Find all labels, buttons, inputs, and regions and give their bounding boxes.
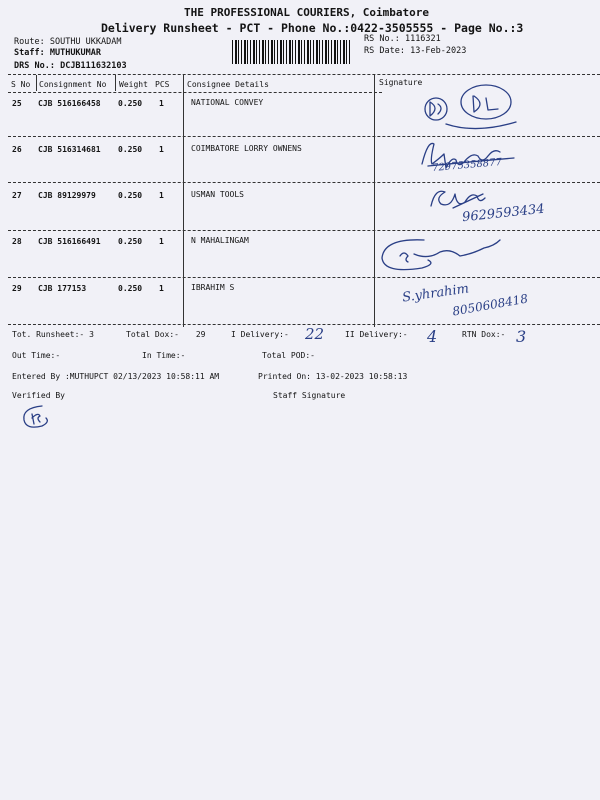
row-pcs: 1 bbox=[159, 237, 164, 246]
row-consignment: CJB 516314681 bbox=[38, 145, 101, 154]
row-sno: 28 bbox=[12, 237, 22, 246]
col-divider bbox=[183, 75, 184, 327]
staff-line bbox=[14, 48, 101, 58]
row-consignee: IBRAHIM S bbox=[191, 283, 235, 292]
i-delivery-value: 22 bbox=[305, 325, 325, 343]
row-sno: 27 bbox=[12, 191, 22, 200]
rtn-dox-value: 3 bbox=[516, 327, 527, 346]
row-27-phone: 9629593434 bbox=[461, 201, 546, 226]
row-29-signature-name: S.yhrahim bbox=[401, 281, 470, 306]
row-consignee: NATIONAL CONVEY bbox=[191, 98, 264, 107]
barcode bbox=[232, 40, 352, 64]
staff-label: Staff: bbox=[14, 48, 45, 58]
staff-value: MUTHUKUMAR bbox=[49, 48, 102, 58]
rs-no-line bbox=[364, 34, 441, 44]
ii-delivery bbox=[345, 330, 408, 339]
row-sno: 25 bbox=[12, 99, 22, 108]
col-header-signature: Signature bbox=[379, 78, 423, 87]
total-dox-label: Total Dox:- bbox=[126, 330, 179, 339]
row-consignment: CJB 177153 bbox=[38, 284, 87, 293]
row-consignment: CJB 516166458 bbox=[38, 99, 101, 108]
row-consignee: COIMBATORE LORRY OWNENS bbox=[191, 144, 302, 153]
row-sno: 29 bbox=[12, 284, 22, 293]
col-header-sno: S No bbox=[11, 80, 31, 89]
printed-on: Printed On: 13-02-2023 10:58:13 bbox=[258, 372, 408, 381]
header-bottom-rule bbox=[8, 92, 382, 93]
tot-runsheet bbox=[12, 330, 94, 339]
col-header-pcs: PCS bbox=[155, 80, 170, 89]
rs-date-value: 13-Feb-2023 bbox=[410, 46, 467, 56]
rs-no-label: RS No.: bbox=[364, 34, 400, 44]
rtn-dox-label: RTN Dox:- bbox=[462, 330, 506, 339]
row-weight: 0.250 bbox=[118, 284, 143, 293]
col-divider bbox=[115, 75, 116, 91]
row-weight: 0.250 bbox=[118, 191, 143, 200]
row-29-phone: 8050608418 bbox=[451, 291, 529, 319]
total-pod-label: Total POD:- bbox=[262, 351, 315, 360]
company-title: THE PROFESSIONAL COURIERS, Coimbatore bbox=[184, 6, 430, 19]
rs-no-value: 1116321 bbox=[404, 34, 441, 44]
signature-row-28 bbox=[380, 232, 520, 274]
col-divider bbox=[374, 75, 375, 327]
col-divider bbox=[36, 75, 37, 91]
row-sno: 26 bbox=[12, 145, 22, 154]
row-divider bbox=[8, 230, 600, 231]
row-weight: 0.250 bbox=[118, 99, 143, 108]
col-header-consignment: Consignment No bbox=[39, 80, 107, 89]
total-dox-value: 29 bbox=[195, 330, 206, 339]
out-time-label: Out Time:- bbox=[12, 351, 61, 360]
row-pcs: 1 bbox=[159, 145, 164, 154]
row-weight: 0.250 bbox=[118, 145, 143, 154]
route-label: Route: bbox=[14, 37, 45, 47]
row-divider bbox=[8, 277, 600, 278]
row-consignment: CJB 516166491 bbox=[38, 237, 101, 246]
col-header-consignee: Consignee Details bbox=[187, 80, 269, 89]
row-consignment: CJB 89129979 bbox=[38, 191, 96, 200]
col-header-weight: Weight bbox=[119, 80, 148, 89]
rtn-dox bbox=[462, 330, 505, 339]
in-time-label: In Time:- bbox=[142, 351, 186, 360]
tot-runsheet-label: Tot. Runsheet:- bbox=[12, 330, 85, 339]
table-bottom-rule bbox=[8, 324, 600, 325]
tot-runsheet-value: 3 bbox=[89, 330, 94, 339]
ii-delivery-value: 4 bbox=[427, 327, 438, 346]
signature-row-25 bbox=[418, 76, 538, 136]
row-pcs: 1 bbox=[159, 284, 164, 293]
verifier-initials bbox=[20, 402, 60, 432]
ii-delivery-label: II Delivery:- bbox=[345, 330, 408, 339]
row-divider bbox=[8, 182, 600, 183]
drs-label: DRS No.: bbox=[14, 61, 55, 71]
entered-by: Entered By :MUTHUPCT 02/13/2023 10:58:11 AM bbox=[12, 372, 220, 381]
row-pcs: 1 bbox=[159, 191, 164, 200]
i-delivery bbox=[231, 330, 289, 339]
i-delivery-label: I Delivery:- bbox=[231, 330, 289, 339]
staff-signature-label: Staff Signature bbox=[273, 391, 346, 400]
verified-by: Verified By bbox=[12, 391, 65, 400]
row-26-phone: 72975358877 bbox=[431, 156, 503, 175]
row-consignee: USMAN TOOLS bbox=[191, 190, 244, 199]
route-value: SOUTHU UKKADAM bbox=[49, 37, 122, 47]
drs-value: DCJB111632103 bbox=[60, 61, 127, 71]
row-pcs: 1 bbox=[159, 99, 164, 108]
row-consignee: N MAHALINGAM bbox=[191, 236, 249, 245]
drs-line bbox=[14, 61, 127, 71]
table-top-rule bbox=[8, 74, 600, 75]
total-dox bbox=[126, 330, 205, 339]
rs-date-label: RS Date: bbox=[364, 46, 405, 56]
route-line bbox=[14, 37, 122, 47]
row-weight: 0.250 bbox=[118, 237, 143, 246]
rs-date-line bbox=[364, 46, 466, 56]
runsheet-subtitle: Delivery Runsheet - PCT - Phone No.:0422-3505555 - Page No.:3 bbox=[101, 21, 524, 35]
